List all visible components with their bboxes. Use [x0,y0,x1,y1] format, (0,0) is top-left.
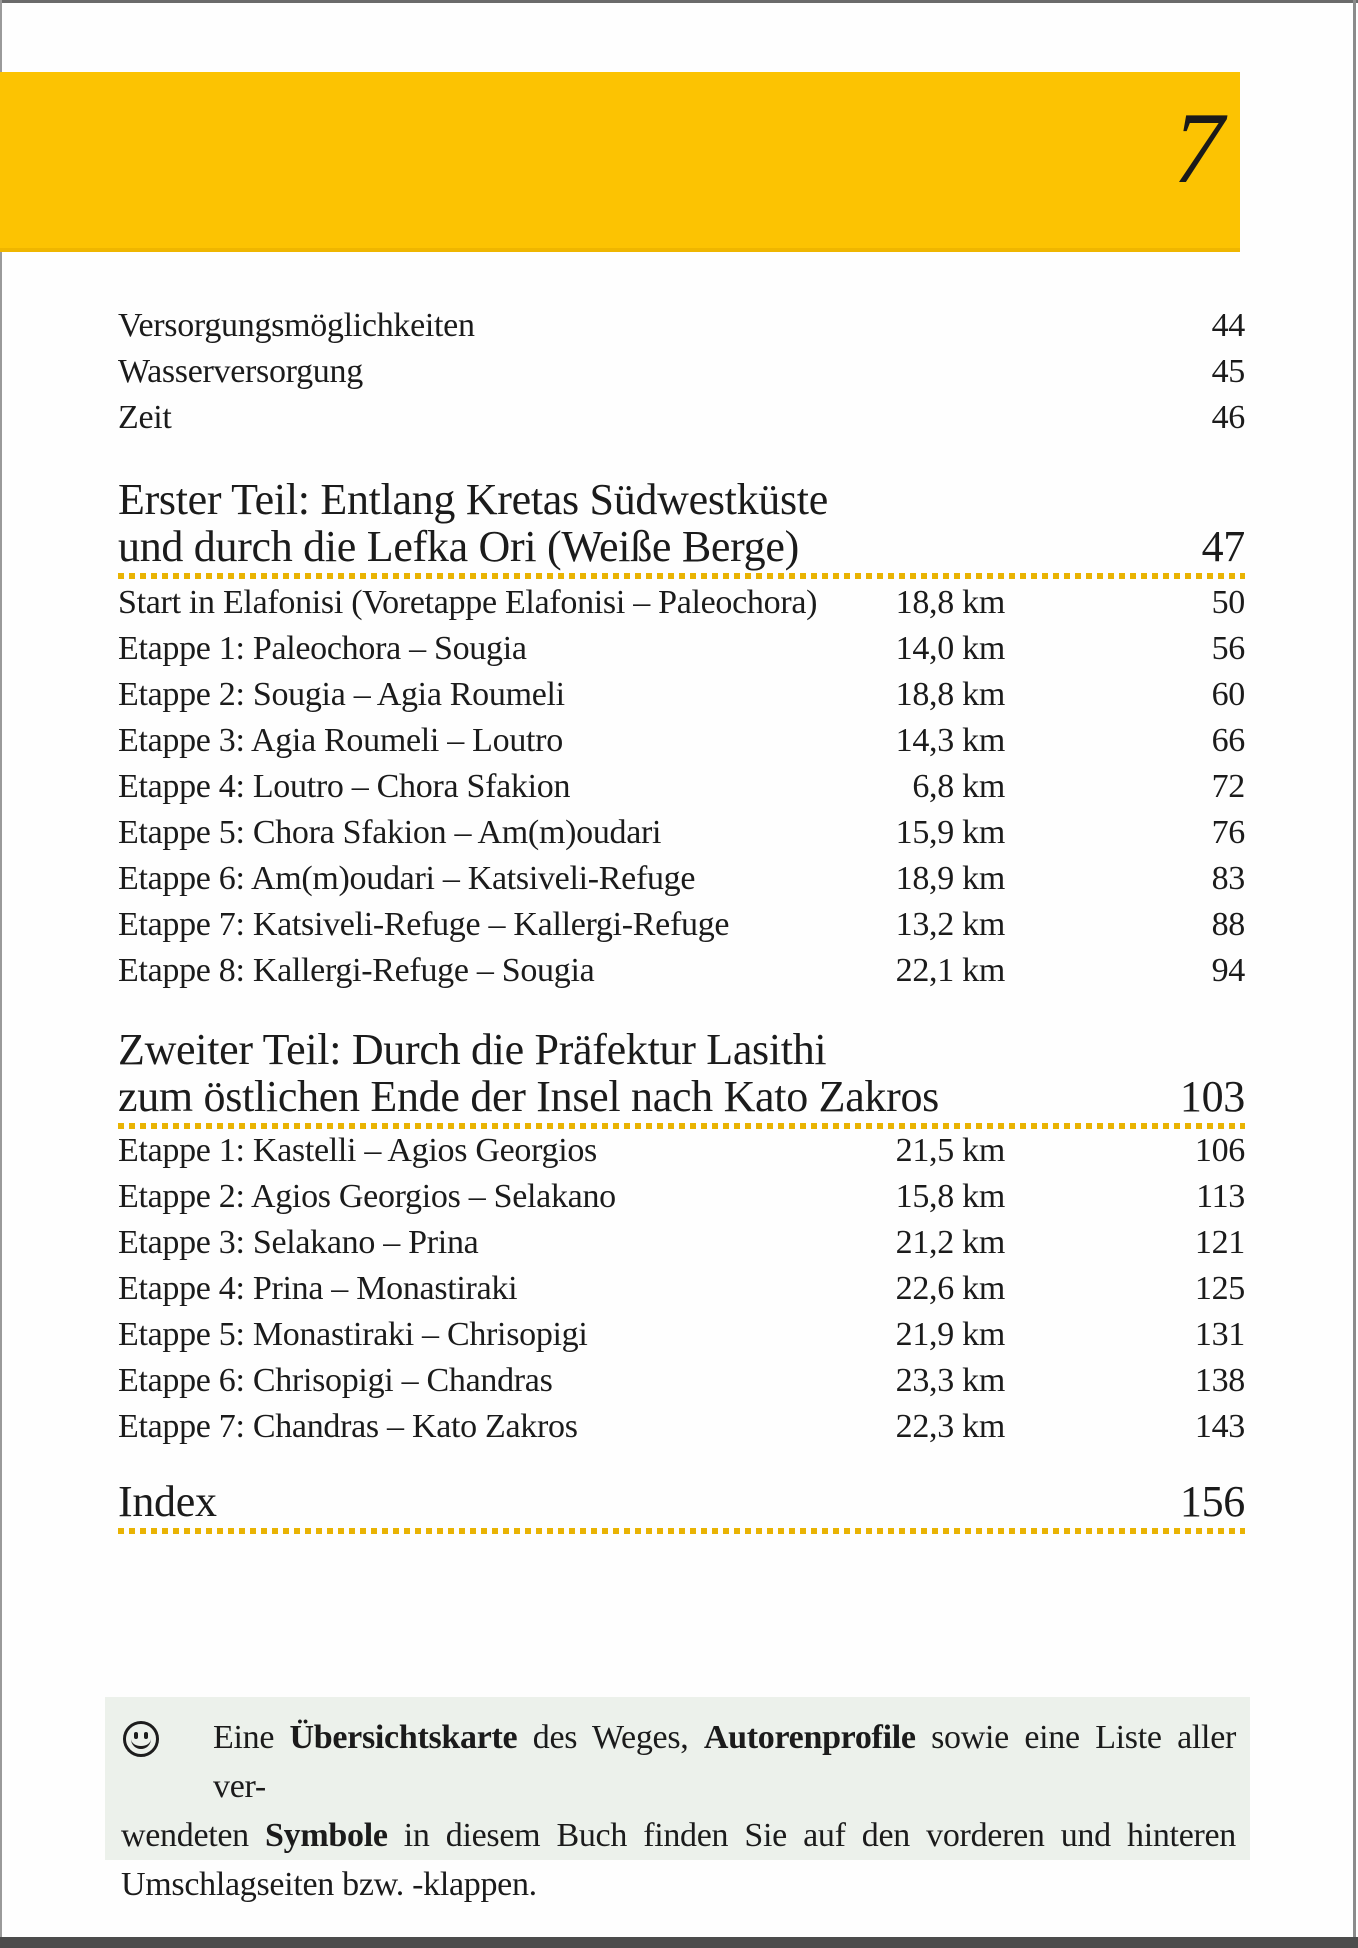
chapter-header-bar [0,72,1240,252]
toc-entry-distance: 22,1 km [895,952,1005,989]
toc-entry [118,856,1245,902]
index-page: 156 [1179,1477,1245,1526]
toc-entry-page: 83 [1211,860,1245,897]
dotted-leader [118,573,1245,579]
toc-entry-distance: 15,8 km [895,1178,1005,1215]
note-line-3 [121,1860,1236,1909]
toc-entry-page: 76 [1211,814,1245,851]
toc-entry-page: 46 [1211,399,1245,436]
toc-entry-title: Etappe 5: Monastiraki – Chrisopigi [118,1316,588,1353]
note-box [105,1697,1250,1903]
note-text: in diesem Buch finden Sie auf den vorderen und hinteren [387,1817,1236,1854]
page-number: 7 [1173,92,1224,205]
toc-entry [118,1174,1245,1220]
page-edge-top [0,0,1358,3]
toc-entry-distance: 21,2 km [895,1224,1005,1261]
toc-entry-page: 143 [1194,1408,1245,1445]
toc-entry-distance [835,349,1005,395]
note-line-2 [121,1811,1236,1860]
page-edge-bottom [0,1937,1358,1948]
part2-heading-line1: Zweiter Teil: Durch die Präfektur Lasithi [118,1025,827,1074]
toc-entry-title: Etappe 5: Chora Sfakion – Am(m)oudari [118,814,662,851]
page-edge-left [0,0,2,1948]
note-text: sowie eine Liste aller ver- [213,1719,1237,1805]
toc-entry-page: 106 [1194,1132,1245,1169]
part2-heading-line2 [118,1073,1245,1120]
toc-entry-page: 94 [1211,952,1245,989]
toc-entry [118,810,1245,856]
toc-entry-title: Versorgungsmöglichkeiten [118,307,475,344]
toc-entry-title: Wasserversorgung [118,353,363,390]
toc-entry-page: 60 [1211,676,1245,713]
toc-entry-distance: 14,3 km [895,722,1005,759]
smiley-icon [123,1721,159,1757]
toc-entry-title: Etappe 7: Chandras – Kato Zakros [118,1408,578,1445]
toc-entry [118,395,1245,441]
toc-entry [118,718,1245,764]
toc-entry [118,1312,1245,1358]
toc-entry [118,1266,1245,1312]
toc-entry [118,349,1245,395]
toc-entry-distance: 22,6 km [895,1270,1005,1307]
toc-entry-page: 56 [1211,630,1245,667]
page-edge-right [1353,0,1356,1948]
toc-entry-title: Zeit [118,399,172,436]
toc-entry [118,1358,1245,1404]
toc-entry-distance: 14,0 km [895,630,1005,667]
note-text-bold: Übersichtskarte [289,1719,518,1756]
toc-entry-title: Etappe 3: Agia Roumeli – Loutro [118,722,563,759]
part1-heading-page: 47 [1201,522,1245,571]
toc-entry [118,948,1245,994]
toc-entry-page: 121 [1194,1224,1245,1261]
toc-entry-page: 50 [1211,584,1245,621]
toc-entry-distance: 21,5 km [895,1132,1005,1169]
index-line [118,1478,1245,1525]
part1-entries [118,580,1245,994]
toc-entry-title: Etappe 4: Prina – Monastiraki [118,1270,518,1307]
toc-entry-title: Start in Elafonisi (Voretappe Elafonisi – Paleochora) [118,584,818,621]
toc-entry-distance: 18,9 km [895,860,1005,897]
toc-entry-distance: 21,9 km [895,1316,1005,1353]
toc-entry-title: Etappe 6: Chrisopigi – Chandras [118,1362,553,1399]
toc-entry-page: 45 [1211,353,1245,390]
toc-entry [118,1220,1245,1266]
part1-heading [118,476,1245,579]
toc-entry-distance: 18,8 km [895,676,1005,713]
toc-entry-page: 125 [1194,1270,1245,1307]
toc-entry-distance: 23,3 km [895,1362,1005,1399]
toc-entry [118,902,1245,948]
toc-entry-distance: 6,8 km [912,768,1005,805]
toc-entry-distance: 22,3 km [895,1408,1005,1445]
note-line-1 [121,1713,1236,1811]
part2-entries [118,1128,1245,1450]
toc-entry-page: 44 [1211,307,1245,344]
note-text: des Weges, [517,1719,704,1756]
toc-preliminary-section [118,303,1245,441]
part2-heading [118,1026,1245,1129]
toc-entry-distance: 18,8 km [895,584,1005,621]
toc-entry-title: Etappe 1: Kastelli – Agios Georgios [118,1132,597,1169]
note-text: wendeten [121,1817,266,1854]
toc-entry-page: 131 [1194,1316,1245,1353]
toc-entry-title: Etappe 2: Sougia – Agia Roumeli [118,676,565,713]
toc-entry [118,1128,1245,1174]
note-text-bold: Symbole [265,1817,388,1854]
note-text: Umschlagseiten bzw. -klappen. [121,1866,537,1903]
part2-heading-page: 103 [1179,1072,1245,1121]
toc-entry-distance [835,303,1005,349]
toc-entry-title: Etappe 6: Am(m)oudari – Katsiveli-Refuge [118,860,696,897]
toc-entry-title: Etappe 7: Katsiveli-Refuge – Kallergi-Refuge [118,906,730,943]
toc-entry [118,626,1245,672]
note-text: Eine [213,1719,290,1756]
toc-entry-page: 88 [1211,906,1245,943]
toc-entry-distance [835,395,1005,441]
toc-entry [118,1404,1245,1450]
part1-heading-line2 [118,523,1245,570]
part1-heading-line2-text: und durch die Lefka Ori (Weiße Berge) [118,522,799,571]
toc-entry [118,580,1245,626]
toc-entry-page: 138 [1194,1362,1245,1399]
toc-entry-title: Etappe 1: Paleochora – Sougia [118,630,527,667]
toc-entry [118,672,1245,718]
toc-entry-title: Etappe 2: Agios Georgios – Selakano [118,1178,616,1215]
toc-entry-distance: 15,9 km [895,814,1005,851]
toc-entry [118,764,1245,810]
toc-entry-page: 66 [1211,722,1245,759]
part1-heading-line1: Erster Teil: Entlang Kretas Südwestküste [118,475,828,524]
toc-entry [118,303,1245,349]
smiley-mouth [131,1736,151,1749]
index-title: Index [118,1477,217,1526]
toc-entry-page: 113 [1196,1178,1245,1215]
index-section [118,1478,1245,1534]
toc-entry-title: Etappe 8: Kallergi-Refuge – Sougia [118,952,595,989]
part2-heading-line2-text: zum östlichen Ende der Insel nach Kato Zakros [118,1072,939,1121]
note-text-bold: Autorenprofile [703,1719,916,1756]
toc-entry-title: Etappe 3: Selakano – Prina [118,1224,479,1261]
toc-entry-distance: 13,2 km [895,906,1005,943]
dotted-leader [118,1528,1245,1534]
toc-entry-page: 72 [1211,768,1245,805]
toc-entry-title: Etappe 4: Loutro – Chora Sfakion [118,768,571,805]
